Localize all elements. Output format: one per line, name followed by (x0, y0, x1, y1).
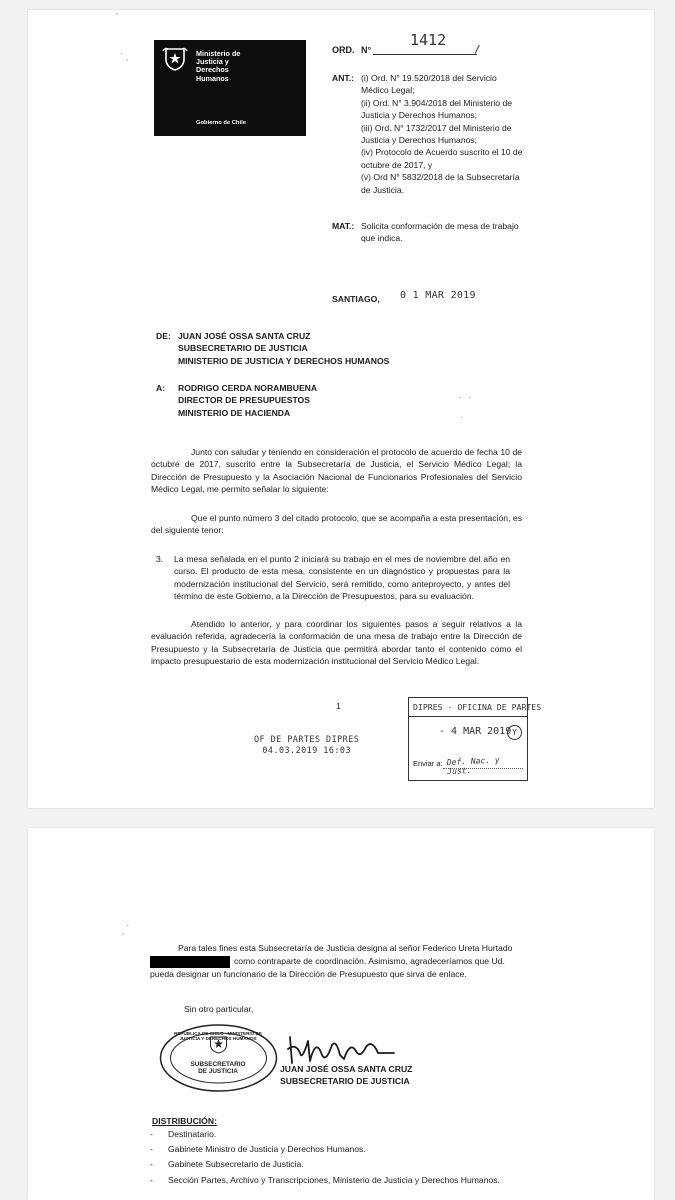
from-line: MINISTERIO DE JUSTICIA Y DERECHOS HUMANOS (178, 355, 390, 366)
ant-line: octubre de 2017, y (361, 159, 433, 170)
to-label: A: (156, 383, 166, 393)
dipres-send-value: Def. Nac. y Just. (446, 755, 500, 777)
scan-mark: · · (458, 392, 474, 403)
from-block (178, 330, 389, 367)
mat-label: MAT.: (332, 221, 355, 231)
mat-line: que indica. (361, 233, 403, 244)
ant-line: (i) Ord. N° 19.520/2018 del Servicio (361, 73, 497, 83)
scan-mark: ' (122, 932, 124, 943)
signature-icon (286, 1033, 396, 1067)
from-line: JUAN JOSÉ OSSA SANTA CRUZ (178, 331, 311, 341)
paragraph-intro: Junto con saludar y teniendo en consideración el protocolo de acuerdo de fecha 10 de octubre de 2017, suscrito entre la Subsecretaría de Justicia, el Servicio Médico Legal; la Dirección de Presupuesto y la Asociación Nacional de Funcionarios Profesionales del Servicio Médico Legal, me permito señalar lo siguiente: (151, 447, 522, 495)
ant-label: ANT.: (332, 73, 354, 83)
quoted-item-number: 3. (156, 554, 164, 564)
ant-line: (v) Ord N° 5832/2018 de la Subsecretaría (361, 172, 520, 183)
distribution-item: Sección Partes, Archivo y Transcripciones, Ministerio de Justicia y Derechos Humanos. (168, 1174, 500, 1185)
redacted-block (150, 956, 230, 968)
seal-inner-line: SUBSECRETARIO (190, 1061, 246, 1068)
ministry-line: Justicia y (196, 57, 229, 67)
page-number: 1 (336, 701, 341, 711)
ant-line: de Justicia. (361, 184, 404, 195)
place-label: SANTIAGO, (332, 294, 380, 304)
government-label: Gobierno de Chile (196, 120, 246, 126)
to-line: RODRIGO CERDA NORAMBUENA (178, 383, 318, 393)
paragraph-designation-line: pueda designar un funcionario de la Dirección de Presupuesto que sirva de enlace. (150, 969, 467, 979)
list-item: - Gabinete Subsecretario de Justicia. (150, 1159, 304, 1170)
seal-inner-line: DE JUSTICIA (198, 1068, 238, 1076)
from-line: SUBSECRETARIO DE JUSTICIA (178, 343, 308, 354)
ministry-line: Derechos (196, 65, 229, 75)
reception-stamp-line: 04.03.2019 16:03 (262, 745, 351, 755)
dipres-stamp-date: - 4 MAR 2019 (439, 726, 512, 737)
ministry-logo (154, 40, 306, 136)
date-stamp: 0 1 MAR 2019 (400, 290, 476, 301)
list-item: - Gabinete Ministro de Justicia y Derechos Humanos. (150, 1144, 366, 1155)
document-page-1 (28, 10, 654, 808)
ant-line: Médico Legal; (361, 85, 415, 96)
list-item: - Sección Partes, Archivo y Transcripciones, Ministerio de Justicia y Derechos Humanos. (150, 1174, 500, 1185)
quoted-item-text: La mesa señalada en el punto 2 iniciará su trabajo en el mes de noviembre del año en curso. El producto de esta mesa, consistente en un diagnóstico y propuestas para la modernización institucional del Servicio, será remitido, como anteproyecto, y antes del término de este Gobierno, a la Dirección de Presupuestos, para su evaluación. (174, 554, 510, 602)
list-item: - Destinatario. (150, 1129, 217, 1139)
ord-underline (373, 54, 477, 55)
dipres-stamp (408, 697, 542, 781)
dipres-stamp-title: DIPRES - OFICINA DE PARTES (413, 702, 542, 712)
document-page-2 (28, 828, 654, 1200)
ant-list (361, 72, 525, 196)
ministry-line: Ministerio de (196, 49, 241, 58)
paragraph-request: Atendido lo anterior, y para coordinar los siguientes pasos a seguir relativos a la evaluación referida, agradecería la conformación de una mesa de trabajo entre la Dirección de Presupuesto y la Subsecretaría de Justicia que permitirá abordar tanto el contenido como el impacto presupuestario de esta modernización institucional del Servicio Médico Legal. (151, 619, 522, 667)
signer-name: JUAN JOSÉ OSSA SANTA CRUZ (280, 1064, 413, 1074)
chile-coat-of-arms-icon (162, 46, 188, 72)
signer-block (280, 1063, 412, 1088)
ministry-name (196, 50, 240, 83)
paragraph-designation-line: como contraparte de coordinación. Asimismo, agradeceríamos que Ud. (234, 956, 505, 966)
dipres-stamp-divider (409, 716, 527, 717)
distribution-item: Gabinete Subsecretario de Justicia. (168, 1159, 304, 1170)
dipres-send-label: Enviar a: (413, 759, 443, 768)
mat-line: Solicita conformación de mesa de trabajo (361, 221, 519, 231)
ministry-line: Humanos (196, 73, 229, 83)
reception-stamp (254, 734, 359, 756)
scan-mark: ' (116, 12, 118, 23)
reception-stamp-line: OF DE PARTES DIPRES (254, 734, 360, 744)
ord-slash: / (474, 43, 481, 56)
ant-line: (iv) Protocolo de Acuerdo suscrito el 10 de (361, 147, 523, 158)
paragraph-designation-line: Para tales fines esta Subsecretaría de Justicia designa al señor Federico Ureta Hurtado (178, 943, 513, 953)
distribution-list (150, 1127, 630, 1188)
seal-inner-text (188, 1061, 248, 1076)
signer-title: SUBSECRETARIO DE JUSTICIA (280, 1076, 410, 1087)
seal-outer-text: REPUBLICA DE CHILE · MINISTERIO DE JUSTICIA Y DERECHOS HUMANOS (174, 1031, 262, 1041)
scan-mark: · (120, 48, 124, 59)
ant-line: Justicia y Derechos Humanos; (361, 110, 478, 121)
scan-mark: · (126, 920, 130, 931)
ord-number: 1412 (410, 31, 447, 49)
mat-text (361, 220, 541, 245)
to-block (178, 382, 317, 419)
distribution-title: DISTRIBUCIÓN: (152, 1116, 217, 1126)
to-line: DIRECTOR DE PRESUPUESTOS (178, 395, 310, 406)
scan-mark: · (460, 412, 464, 423)
paragraph-reference: Que el punto número 3 del citado protocolo, que se acompaña a esta presentación, es del siguiente tenor: (151, 513, 522, 536)
to-line: MINISTERIO DE HACIENDA (178, 407, 291, 418)
ord-number-label: N° (361, 45, 372, 55)
distribution-item: Gabinete Ministro de Justicia y Derechos Humanos. (168, 1144, 366, 1155)
scan-mark: ' (126, 58, 128, 69)
ant-line: Justicia y Derechos Humanos; (361, 135, 478, 146)
from-label: DE: (156, 331, 171, 341)
distribution-item: Destinatario. (168, 1129, 217, 1139)
ant-line: (ii) Ord. N° 3.904/2018 del Ministerio de (361, 97, 513, 108)
ant-line: (iii) Ord. N° 1732/2017 del Ministerio de (361, 122, 512, 133)
ord-label: ORD. (332, 45, 355, 55)
closing-text: Sin otro particular, (184, 1004, 254, 1014)
dipres-stamp-circle-mark: Y (507, 725, 522, 740)
